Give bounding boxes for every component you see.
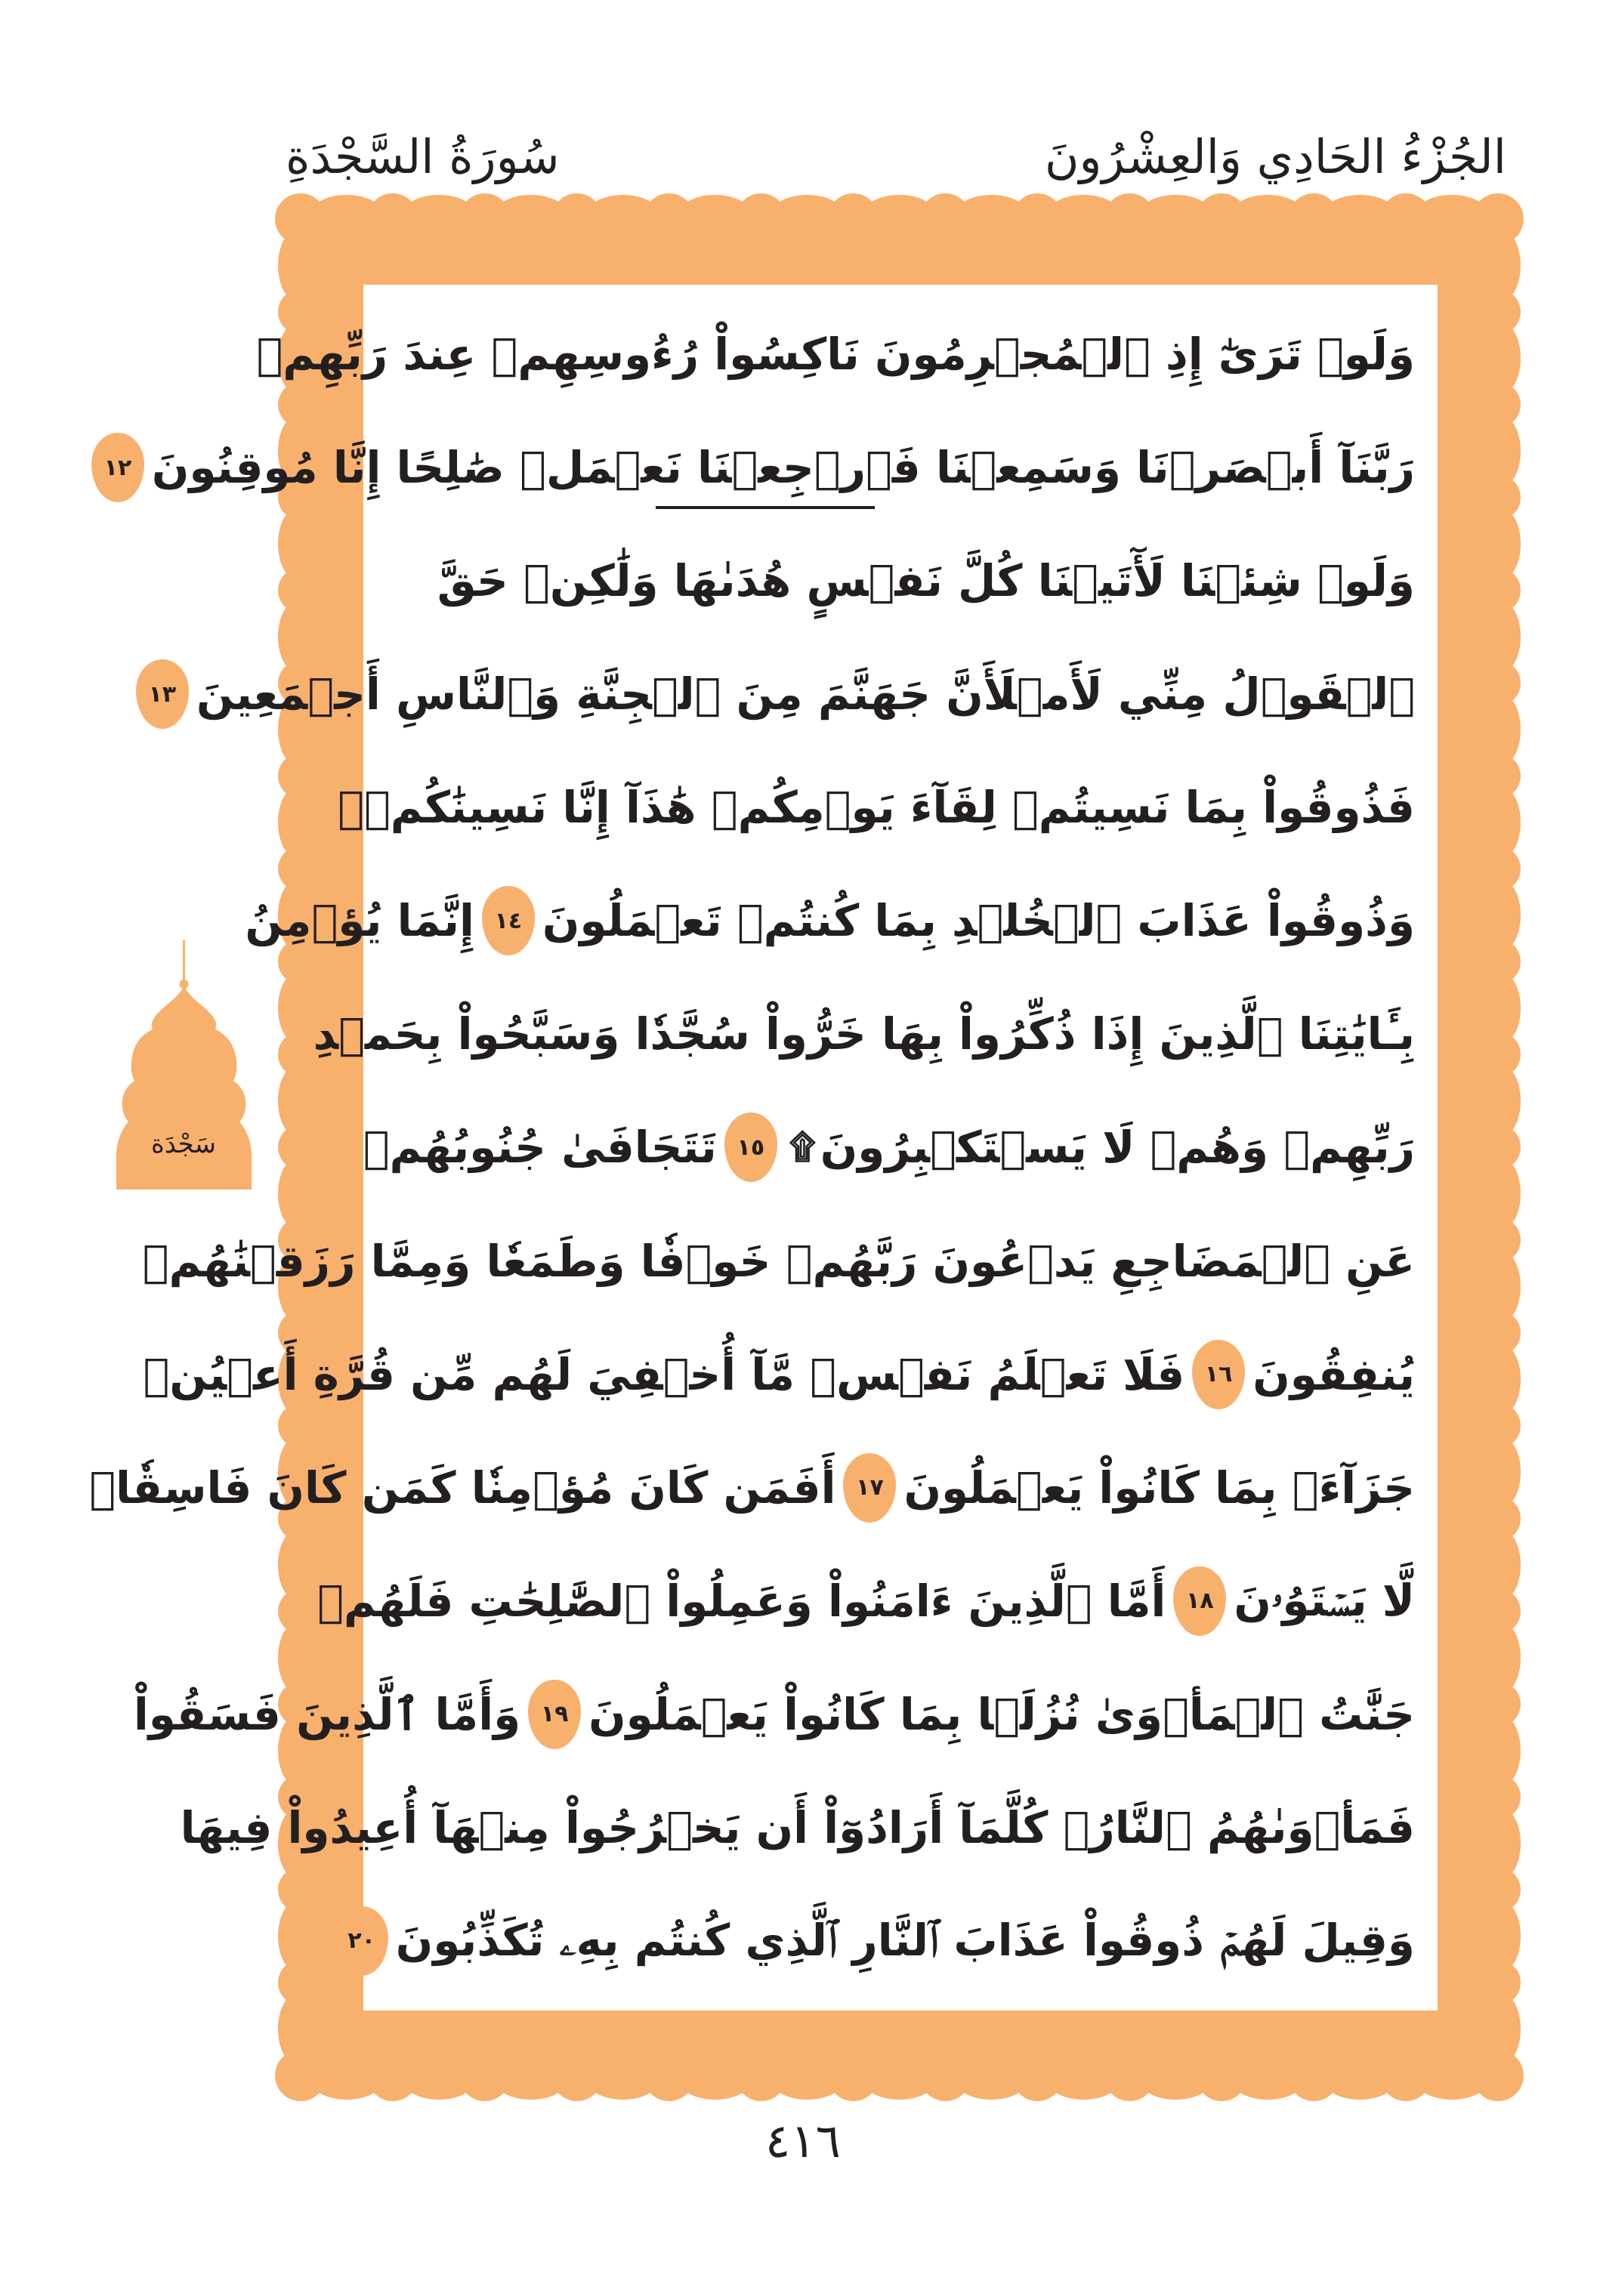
- sajdah-side-label: سَجْدَة: [150, 1129, 217, 1159]
- verse-text: فَلَا تَعۡلَمُ نَفۡسٞ مَّآ أُخۡفِيَ لَهُم مِّن قُرَّةِ أَعۡيُنٖ: [143, 1348, 1185, 1400]
- ayah-number-marker: ١٥: [724, 1113, 777, 1182]
- text-line: [386, 532, 1415, 629]
- text-line: [142, 1213, 1415, 1310]
- ayah-number-marker: ١٢: [91, 433, 144, 502]
- juz-title: الجُزْءُ الحَادِي وَالعِشْرُونَ: [1044, 129, 1506, 184]
- text-line: [143, 1326, 1415, 1423]
- text-line: [103, 419, 1415, 516]
- verse-text: جَزَآءَۢ بِمَا كَانُواْ يَعۡمَلُونَ: [903, 1461, 1415, 1514]
- text-line: [338, 759, 1415, 856]
- text-line: [317, 1553, 1415, 1649]
- verse-text: وَذُوقُواْ عَذَابَ ٱلۡخُلۡدِ بِمَا كُنتُمۡ تَعۡمَلُونَ: [542, 895, 1415, 947]
- text-line: [245, 872, 1415, 969]
- verse-text: رَبَّنَآ أَبۡصَرۡنَا وَسَمِعۡنَا فَٱرۡجِعۡنَا نَعۡمَلۡ صَٰلِحًا إِنَّا مُوقِنُونَ: [151, 442, 1415, 494]
- ayah-number-marker: ١٧: [843, 1453, 896, 1523]
- text-line: [89, 1440, 1415, 1536]
- verse-text: وَلَوۡ شِئۡنَا لَأٓتَيۡنَا كُلَّ نَفۡسٍ هُدَىٰهَا وَلَٰكِنۡ حَقَّ: [437, 555, 1415, 607]
- ayah-number-marker: ١٤: [482, 886, 535, 955]
- ayah-number-marker: ١٩: [528, 1680, 581, 1749]
- verse-text: أَمَّا ٱلَّذِينَ ءَامَنُواْ وَعَمِلُواْ ٱلصَّٰلِحَٰتِ فَلَهُمۡ: [317, 1575, 1166, 1627]
- verse-text: تَتَجَافَىٰ جُنُوبُهُمۡ: [363, 1122, 717, 1174]
- ayah-number-marker: ١٦: [1192, 1340, 1245, 1409]
- surah-title: سُورَةُ السَّجْدَةِ: [286, 129, 560, 184]
- verse-text: جَنَّٰتُ ٱلۡمَأۡوَىٰ نُزُلَۢا بِمَا كَانُواْ يَعۡمَلُونَ: [588, 1688, 1415, 1740]
- text-line: [133, 1666, 1415, 1763]
- sajdah-overline: [656, 506, 875, 509]
- text-line: [148, 646, 1415, 742]
- verse-text: وَلَوۡ تَرَىٰٓ إِذِ ٱلۡمُجۡرِمُونَ نَاكِسُواْ رُءُوسِهِمۡ عِندَ رَبِّهِمۡ: [256, 329, 1415, 380]
- ayah-number-marker: ٢٠: [335, 1906, 388, 1976]
- verse-text: بِـَٔايَٰتِنَا ٱلَّذِينَ إِذَا ذُكِّرُواْ بِهَا خَرُّواْ سُجَّدٗا وَسَبَّحُواْ بِحَمۡدِ: [313, 1008, 1415, 1060]
- verse-text: فَمَأۡوَىٰهُمُ ٱلنَّارُۖ كُلَّمَآ أَرَادُوٓاْ أَن يَخۡرُجُواْ مِنۡهَآ أُعِيدُواْ فِيهَا: [180, 1801, 1415, 1853]
- text-line: [180, 1779, 1415, 1876]
- verse-text: أَفَمَن كَانَ مُؤۡمِنٗا كَمَن كَانَ فَاسِقٗاۚ: [89, 1461, 836, 1514]
- text-line: [313, 986, 1415, 1082]
- ayah-number-marker: ١٣: [136, 659, 189, 729]
- verse-text: يُنفِقُونَ: [1252, 1348, 1415, 1400]
- text-line: [256, 306, 1415, 403]
- verse-text: إِنَّمَا يُؤۡمِنُ: [245, 895, 474, 947]
- verse-text: فَذُوقُواْ بِمَا نَسِيتُمۡ لِقَآءَ يَوۡمِكُمۡ هَٰذَآ إِنَّا نَسِينَٰكُمۡۖ: [338, 782, 1415, 834]
- verse-text: ٱلۡقَوۡلُ مِنِّي لَأَمۡلَأَنَّ جَهَنَّمَ مِنَ ٱلۡجِنَّةِ وَٱلنَّاسِ أَجۡمَعِينَ: [196, 668, 1415, 721]
- ayah-number-marker: ١٨: [1173, 1566, 1226, 1636]
- sajda-mihrab-icon: ۩: [789, 1126, 816, 1168]
- verse-text: عَنِ ٱلۡمَضَاجِعِ يَدۡعُونَ رَبَّهُمۡ خَوۡفٗا وَطَمَعٗا وَمِمَّا رَزَقۡنَٰهُمۡ: [142, 1235, 1415, 1287]
- text-line: [347, 1893, 1415, 1989]
- verse-text: لَّا يَسۡتَوُۥنَ: [1234, 1575, 1415, 1627]
- verse-text: وَقِيلَ لَهُمۡ ذُوقُواْ عَذَابَ ٱلنَّارِ ٱلَّذِي كُنتُم بِهِۦ تُكَذِّبُونَ: [395, 1915, 1415, 1967]
- text-line: [363, 1099, 1415, 1196]
- verse-text: وَأَمَّا ٱلَّذِينَ فَسَقُواْ: [133, 1688, 521, 1740]
- page-number: ٤١٦: [765, 2113, 841, 2168]
- verse-text: رَبِّهِمۡ وَهُمۡ لَا يَسۡتَكۡبِرُونَ: [820, 1122, 1415, 1174]
